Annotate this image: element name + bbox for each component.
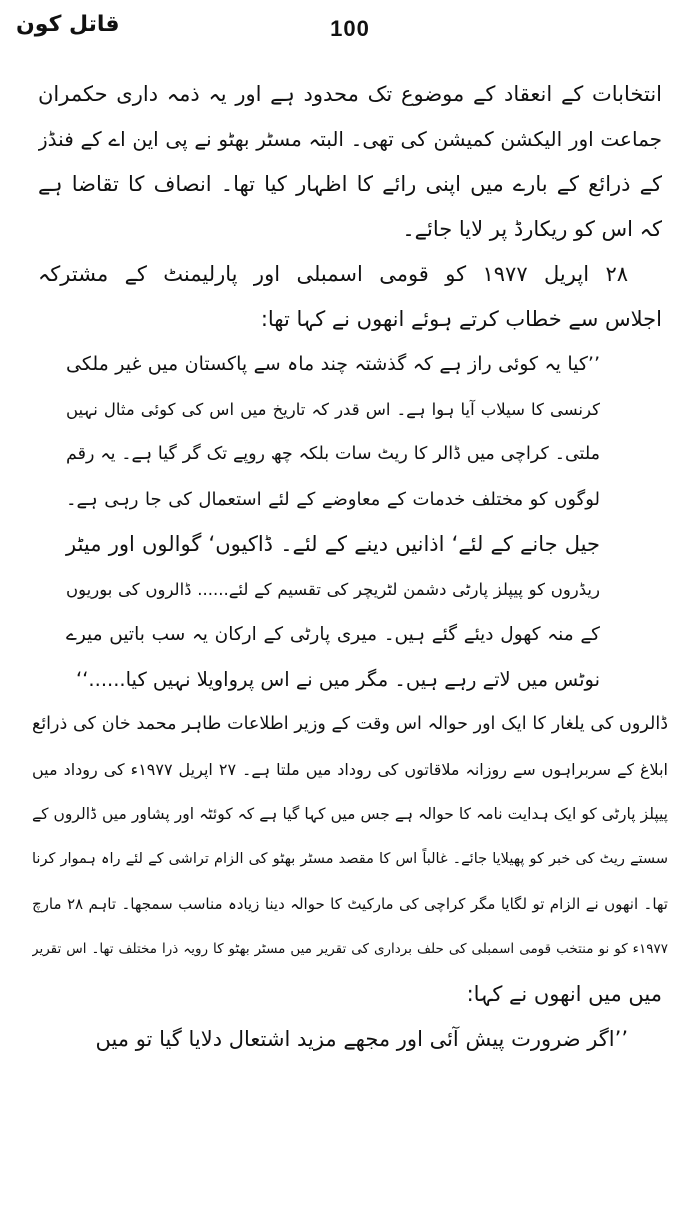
quote-line: ’’اگر ضرورت پیش آئی اور مجھے مزید اشتعال دلایا گیا تو میں [95,1027,628,1051]
text-line: جماعت اور الیکشن کمیشن کی تھی۔ البتہ مسٹر بھٹو نے پی این اے کے فنڈز [38,127,662,151]
quote-line: لوگوں کو مختلف خدمات کے معاوضے کے لئے استعمال کی جا رہی ہے۔ [66,489,600,510]
text-line: میں میں انھوں نے کہا: [466,982,662,1006]
text-line: ابلاغ کے سربراہوں سے روزانہ ملاقاتوں کی روداد میں ملتا ہے۔ ۲۷ اپریل ۱۹۷۷ء کی روداد میں [32,760,668,779]
quote-line: کرنسی کا سیلاب آیا ہوا ہے۔ اس قدر کہ تاریخ میں اس کی کوئی مثال نہیں [66,400,600,419]
text-line: پیپلز پارٹی کو ایک ہدایت نامہ کا حوالہ ہے جس میں کہا گیا ہے کہ کوئٹہ اور پشاور میں ڈالروں کے [32,805,668,823]
body-text [32,72,668,1062]
text-line: سستے ریٹ کی خبر کو پھیلایا جائے۔ غالباً اس کا مقصد مسٹر بھٹو کی الزام تراشی کے لئے راہ ہموار کرنا [32,851,668,867]
text-line: ۲۸ اپریل ۱۹۷۷ کو قومی اسمبلی اور پارلیمنٹ کے مشترکہ [38,262,629,286]
text-line: ۱۹۷۷ء کو نو منتخب قومی اسمبلی کی حلف برداری کی تقریر میں مسٹر بھٹو کا رویہ ذرا مختلف تھا۔ اس تقریر [32,941,668,957]
quote-line: ریڈروں کو پیپلز پارٹی دشمن لٹریچر کی تقسیم کے لئے...... ڈالروں کی بوریوں [66,580,600,599]
quote-line: نوٹس میں لاتے رہے ہیں۔ مگر میں نے اس پرواویلا نہیں کیا......‘‘ [76,668,600,691]
text-line: کہ اس کو ریکارڈ پر لایا جائے۔ [402,217,662,241]
text-line: انتخابات کے انعقاد کے موضوع تک محدود ہے اور یہ ذمہ داری حکمران [38,82,662,106]
text-line: تھا۔ انھوں نے الزام تو لگایا مگر کراچی کی مارکیٹ کا حوالہ دینا زیادہ مناسب سمجھا۔ تاہم ۲۸ مارچ [32,895,668,913]
page-number: 100 [330,16,370,41]
text-line: اجلاس سے خطاب کرتے ہوئے انھوں نے کہا تھا: [260,307,662,331]
quote-line: ’’کیا یہ کوئی راز ہے کہ گذشتہ چند ماہ سے پاکستان میں غیر ملکی [66,353,600,375]
quote-line: کے منہ کھول دیئے گئے ہیں۔ میری پارٹی کے ارکان یہ سب باتیں میرے [66,624,600,645]
quote-line: جیل جانے کے لئے‘ اذانیں دینے کے لئے۔ ڈاکیوں‘ گوالوں اور میٹر [66,532,600,556]
running-title: قاتل کون [16,12,120,37]
text-line: کے ذرائع کے بارے میں اپنی رائے کا اظہار کیا تھا۔ انصاف کا تقاضا ہے [38,172,662,196]
quote-line: ملتی۔ کراچی میں ڈالر کا ریٹ سات بلکہ چھ روپے تک گر گیا ہے۔ یہ رقم [66,444,600,464]
text-line: ڈالروں کی یلغار کا ایک اور حوالہ اس وقت کے وزیر اطلاعات طاہر محمد خان کی ذرائع [32,714,668,734]
